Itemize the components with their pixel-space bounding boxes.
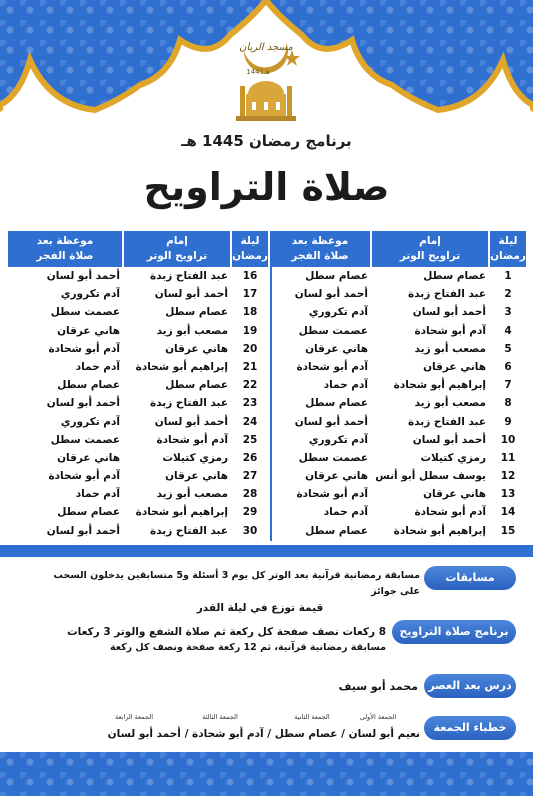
logo-year: 1441هـ — [246, 68, 270, 76]
sermon-speaker: هاني عرقان — [305, 342, 368, 355]
sermon-column-1 — [272, 267, 368, 541]
header-imam-1: إمام تراويح الوتر — [372, 231, 488, 267]
sermon-speaker: آدم أبو شحادة — [296, 360, 368, 373]
night-number: 24 — [242, 415, 258, 428]
night-number: 18 — [242, 306, 258, 319]
night-number: 1 — [504, 270, 512, 282]
imam-name: أحمد أبو لسان — [154, 415, 228, 428]
sermon-speaker: عصام سطل — [305, 270, 368, 282]
imam-name: آدم أبو شحادة — [156, 433, 228, 446]
imam-name: إبراهيم أبو شحادة — [393, 379, 486, 392]
friday-preachers-label: خطباء الجمعة — [424, 716, 516, 740]
night-number: 27 — [242, 470, 258, 483]
taraweeh-program-text: 8 ركعات نصف صفحة كل ركعة ثم صلاة الشفع والوتر 3 ركعات مسابقة رمضانية قرآنية، ثم 12 ركعة صفحة ونصف كل ركعة — [67, 626, 386, 653]
night-number: 29 — [242, 506, 258, 519]
night-number: 10 — [500, 433, 516, 446]
bottom-pattern-band — [0, 752, 533, 796]
imam-name: مصعب أبو زيد — [414, 342, 486, 355]
sermon-speaker: أحمد أبو لسان — [46, 270, 120, 282]
sermon-speaker: آدم حماد — [323, 379, 368, 392]
sermon-speaker: هاني عرقان — [57, 451, 120, 464]
sermon-speaker: آدم حماد — [323, 506, 368, 519]
competitions-text: مسابقة رمضانية قرآنية بعد الوتر كل يوم 3 أسئلة و5 متسابقين يدخلون السحب على جوائز قيمة توزع في ليلة القدر — [53, 570, 420, 614]
logo-text: مسجد الريان — [239, 42, 293, 53]
imam-name: هاني عرقان — [165, 470, 228, 483]
night-number: 23 — [242, 397, 258, 410]
night-number: 9 — [504, 415, 512, 428]
sermon-speaker: آدم أبو شحادة — [48, 342, 120, 355]
friday-preachers-text: نعيم أبو لسان / عصام سطل / آدم أبو شحادة / أحمد أبو لسان — [107, 728, 420, 740]
sermon-speaker: أحمد أبو لسان — [46, 397, 120, 410]
asr-lesson-label: درس بعد العصر — [424, 674, 516, 698]
imam-name: مصعب أبو زيد — [156, 324, 228, 337]
night-number: 11 — [500, 451, 516, 464]
sermon-speaker: آدم أبو شحادة — [296, 488, 368, 501]
night-number: 5 — [504, 342, 512, 355]
sermon-speaker: أحمد أبو لسان — [294, 415, 368, 428]
divider-band — [0, 545, 533, 557]
imam-name: عبد الفتاح زبدة — [150, 524, 228, 537]
taraweeh-schedule-table — [8, 231, 526, 541]
sermon-speaker: آدم حماد — [75, 488, 120, 501]
sermon-speaker: هاني عرقان — [57, 324, 120, 337]
sermon-speaker: أحمد أبو لسان — [294, 288, 368, 301]
night-number: 16 — [242, 270, 258, 282]
sermon-speaker: عصام سطل — [57, 379, 120, 392]
imam-name: عصام سطل — [165, 379, 228, 392]
header-night-2: ليلة رمضان — [232, 231, 268, 267]
imam-name: مصعب أبو زيد — [156, 488, 228, 501]
imam-name: عبد الفتاح زبدة — [408, 288, 486, 301]
night-number: 17 — [242, 288, 258, 301]
sermon-speaker: آدم تكروري — [60, 288, 120, 301]
taraweeh-program-label: برنامج صلاة التراويح — [392, 620, 516, 644]
sermon-speaker: عصام سطل — [57, 506, 120, 519]
page-title: صلاة التراويح — [143, 165, 390, 209]
friday-week-4: الجمعة الرابعة — [114, 713, 154, 721]
sermon-speaker: عصمت سطل — [298, 324, 368, 337]
night-number: 8 — [504, 397, 512, 410]
night-number: 22 — [242, 379, 258, 392]
sermon-column-2 — [8, 267, 120, 541]
imam-name: عبد الفتاح زبدة — [408, 415, 486, 428]
night-number: 21 — [242, 360, 258, 373]
imam-name: آدم أبو شحادة — [414, 324, 486, 337]
sermon-speaker: آدم أبو شحادة — [48, 470, 120, 483]
imam-name: مصعب أبو زيد — [414, 397, 486, 410]
night-number: 4 — [504, 324, 512, 337]
night-number: 26 — [242, 451, 258, 464]
imam-column-1 — [372, 267, 486, 541]
friday-week-2: الجمعة الثانية — [294, 713, 330, 721]
imam-name: أحمد أبو لسان — [412, 433, 486, 446]
sermon-speaker: آدم تكروري — [308, 306, 368, 319]
sermon-speaker: هاني عرقان — [305, 470, 368, 483]
imam-name: إبراهيم أبو شحادة — [393, 524, 486, 537]
night-number: 20 — [242, 342, 258, 355]
night-number: 25 — [242, 433, 258, 446]
program-subtitle: برنامج رمضان 1445 هـ — [181, 132, 352, 150]
friday-week-1: الجمعة الأولى — [359, 713, 397, 721]
header-imam-2: إمام تراويح الوتر — [124, 231, 230, 267]
sermon-speaker: عصام سطل — [305, 397, 368, 410]
imam-name: هاني عرقان — [423, 488, 486, 501]
night-number: 2 — [504, 288, 512, 301]
night-number: 12 — [500, 470, 516, 483]
imam-name: عصام سطل — [423, 270, 486, 282]
sermon-speaker: عصمت سطل — [50, 433, 120, 446]
imam-name: أحمد أبو لسان — [412, 306, 486, 319]
night-number: 6 — [504, 360, 512, 373]
sermon-speaker: عصام سطل — [305, 524, 368, 537]
night-number: 15 — [500, 524, 516, 537]
imam-name: رمزي كتيلات — [420, 451, 486, 464]
competitions-label: مسابقات — [424, 566, 516, 590]
imam-name: هاني عرقان — [423, 360, 486, 373]
imam-name: يوسف سطل أبو أنس — [375, 470, 486, 483]
night-number: 13 — [500, 488, 516, 501]
imam-name: إبراهيم أبو شحادة — [135, 506, 228, 519]
night-number: 3 — [504, 306, 512, 319]
imam-name: عصام سطل — [165, 306, 228, 319]
header-sermon-1: موعظة بعد صلاة الفجر — [270, 231, 370, 267]
header-sermon-2: موعظة بعد صلاة الفجر — [8, 231, 122, 267]
sermon-speaker: عصمت سطل — [50, 306, 120, 319]
night-number: 28 — [242, 488, 258, 501]
asr-lesson-speaker: محمد أبو سيف — [338, 680, 418, 693]
night-number: 14 — [500, 506, 516, 519]
sermon-speaker: آدم تكروري — [308, 433, 368, 446]
sermon-speaker: آدم حماد — [75, 360, 120, 373]
imam-name: إبراهيم أبو شحادة — [135, 360, 228, 373]
night-number: 7 — [504, 379, 512, 392]
imam-name: عبد الفتاح زبدة — [150, 397, 228, 410]
night-column-2 — [232, 267, 268, 541]
header-night-1: ليلة رمضان — [490, 231, 526, 267]
night-number: 19 — [242, 324, 258, 337]
imam-name: هاني عرقان — [165, 342, 228, 355]
sermon-speaker: آدم تكروري — [60, 415, 120, 428]
night-number: 30 — [242, 524, 258, 537]
imam-name: آدم أبو شحادة — [414, 506, 486, 519]
imam-name: عبد الفتاح زبدة — [150, 270, 228, 282]
sermon-speaker: أحمد أبو لسان — [46, 524, 120, 537]
sermon-speaker: عصمت سطل — [298, 451, 368, 464]
night-column-1 — [490, 267, 526, 541]
imam-name: أحمد أبو لسان — [154, 288, 228, 301]
friday-week-3: الجمعة الثالثة — [202, 713, 238, 721]
imam-column-2 — [124, 267, 228, 541]
imam-name: رمزي كتيلات — [162, 451, 228, 464]
